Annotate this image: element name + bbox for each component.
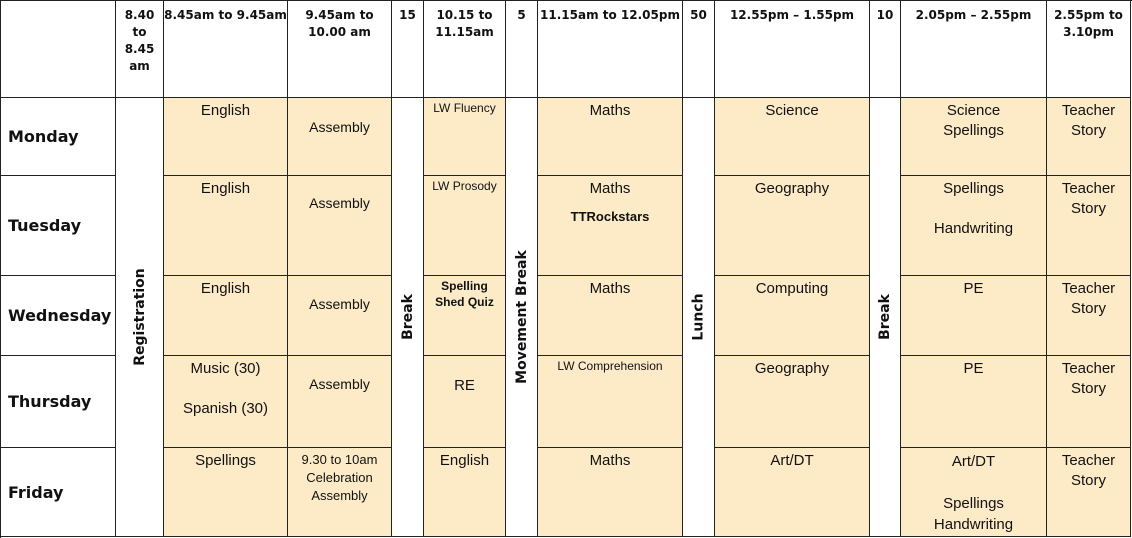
registration-column [116, 98, 164, 537]
thursday-period-1-line-2: Spanish (30) [182, 400, 269, 417]
header-break-1: 15 [392, 1, 424, 98]
header-lunch: 50 [683, 1, 715, 98]
thursday-period-7-line-1: Teacher [1061, 360, 1116, 377]
corner-cell [1, 1, 116, 98]
thursday-period-4: LW Comprehension [538, 356, 683, 448]
break-1-column [392, 98, 424, 537]
day-thursday: Thursday [1, 356, 116, 448]
movement-break-label: Movement Break [513, 250, 530, 384]
monday-period-7 [1047, 98, 1131, 176]
friday-period-6 [901, 448, 1047, 537]
monday-period-3: LW Fluency [424, 98, 506, 176]
wednesday-period-2: Assembly [288, 276, 392, 356]
day-monday: Monday [1, 98, 116, 176]
monday-period-2: Assembly [288, 98, 392, 176]
wednesday-period-5: Computing [715, 276, 870, 356]
tuesday-period-3: LW Prosody [424, 176, 506, 276]
wednesday-period-6: PE [901, 276, 1047, 356]
break-1-label: Break [399, 294, 416, 340]
tuesday-period-4 [538, 176, 683, 276]
header-period-5: 12.55pm – 1.55pm [715, 1, 870, 98]
tuesday-period-7-line-2: Story [1070, 200, 1106, 217]
tuesday-period-5: Geography [715, 176, 870, 276]
day-wednesday: Wednesday [1, 276, 116, 356]
friday-period-6-line-2: Spellings [943, 495, 1004, 512]
monday-period-1: English [164, 98, 288, 176]
day-friday: Friday [1, 448, 116, 537]
header-period-6: 2.05pm – 2.55pm [901, 1, 1047, 98]
tuesday-period-6-line-1: Spellings [943, 180, 1004, 197]
tuesday-period-6 [901, 176, 1047, 276]
tuesday-period-4-line-2: TTRockstars [570, 209, 650, 224]
break-2-label: Break [877, 294, 894, 340]
thursday-period-6: PE [901, 356, 1047, 448]
thursday-period-7 [1047, 356, 1131, 448]
tuesday-period-1: English [164, 176, 288, 276]
friday-period-2-line-2: Celebration [306, 470, 373, 485]
monday-period-7-line-2: Story [1070, 122, 1106, 139]
header-period-1: 8.45am to 9.45am [164, 1, 288, 98]
friday-period-1: Spellings [164, 448, 288, 537]
friday-period-2 [288, 448, 392, 537]
tuesday-period-7 [1047, 176, 1131, 276]
friday-period-7-line-2: Story [1070, 472, 1106, 489]
wednesday-period-1: English [164, 276, 288, 356]
wednesday-period-7-line-2: Story [1070, 300, 1106, 317]
friday-period-4: Maths [538, 448, 683, 537]
thursday-period-3: RE [424, 356, 506, 448]
movement-break-column [506, 98, 538, 537]
friday-period-6-line-3: Handwriting [933, 516, 1014, 533]
thursday-period-1 [164, 356, 288, 448]
monday-period-7-line-1: Teacher [1061, 102, 1116, 119]
header-movement: 5 [506, 1, 538, 98]
break-2-column [870, 98, 901, 537]
lunch-label: Lunch [690, 293, 707, 341]
tuesday-period-7-line-1: Teacher [1061, 180, 1116, 197]
monday-period-5: Science [715, 98, 870, 176]
day-tuesday: Tuesday [1, 176, 116, 276]
lunch-column [683, 98, 715, 537]
wednesday-period-4: Maths [538, 276, 683, 356]
monday-period-6-line-2: Spellings [943, 122, 1004, 139]
thursday-period-2: Assembly [288, 356, 392, 448]
friday-period-3: English [424, 448, 506, 537]
tuesday-period-6-line-2: Handwriting [933, 220, 1014, 237]
monday-period-6 [901, 98, 1047, 176]
header-period-3: 10.15 to 11.15am [424, 1, 506, 98]
wednesday-period-3-line-1: Spelling [441, 279, 488, 293]
friday-period-7-line-1: Teacher [1061, 452, 1116, 469]
wednesday-period-7-line-1: Teacher [1061, 280, 1116, 297]
monday-period-4: Maths [538, 98, 683, 176]
friday-period-5: Art/DT [715, 448, 870, 537]
header-break-2: 10 [870, 1, 901, 98]
header-period-7: 2.55pm to 3.10pm [1047, 1, 1131, 98]
wednesday-period-3 [424, 276, 506, 356]
wednesday-period-7 [1047, 276, 1131, 356]
thursday-period-7-line-2: Story [1070, 380, 1106, 397]
header-period-4: 11.15am to 12.05pm [538, 1, 683, 98]
header-registration-time: 8.40 to 8.45 am [116, 1, 164, 98]
friday-period-2-line-3: Assembly [311, 488, 368, 503]
friday-period-6-line-1: Art/DT [951, 453, 996, 470]
thursday-period-1-line-1: Music (30) [190, 360, 261, 377]
registration-label: Registration [131, 268, 148, 366]
friday-period-7 [1047, 448, 1131, 537]
monday-period-6-line-1: Science [946, 102, 1001, 119]
thursday-period-5: Geography [715, 356, 870, 448]
tuesday-period-4-line-1: Maths [589, 180, 631, 197]
wednesday-period-3-line-2: Shed Quiz [435, 295, 494, 309]
tuesday-period-2: Assembly [288, 176, 392, 276]
friday-period-2-line-1: 9.30 to 10am [301, 452, 378, 467]
header-period-2: 9.45am to 10.00 am [288, 1, 392, 98]
